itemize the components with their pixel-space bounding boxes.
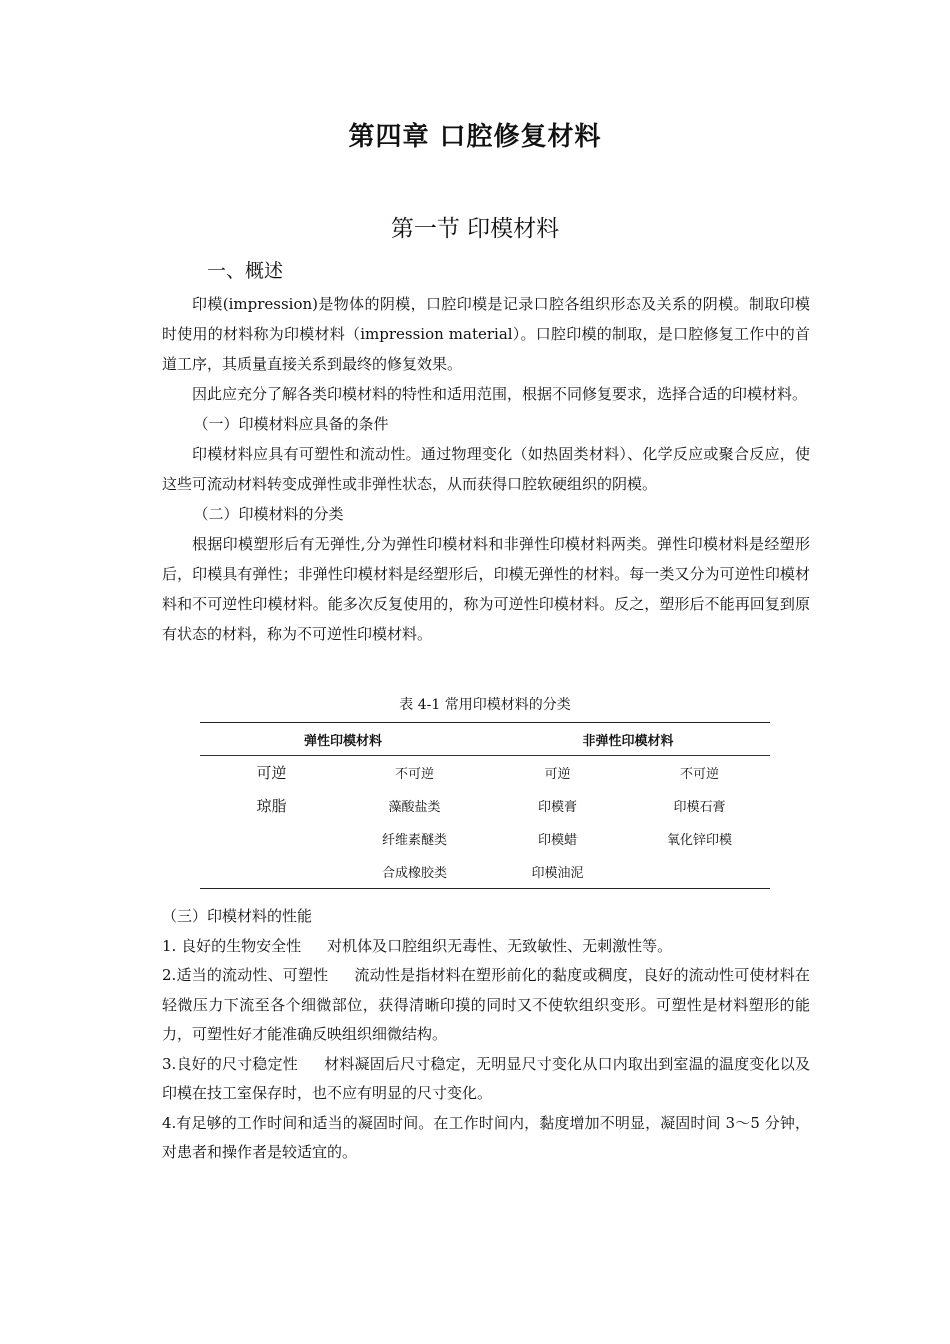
performance-item-text: 流动性是指材料在塑形前化的黏度或稠度，良好的流动性可使材料在轻微压力下流至各个细微部位，获得清晰印摸的同时又不使软组织变形。可塑性是材料塑形的能力，可塑性好才能准确反映组织细微结构。 xyxy=(162,966,810,1043)
table-cell: 印模石膏 xyxy=(673,800,726,815)
table-row xyxy=(200,756,770,790)
table-cell xyxy=(200,822,343,855)
performance-item-text: 材料凝固后尺寸稳定，无明显尺寸变化从口内取出到室温的温度变化以及印模在技工室保存时，也不应有明显的尺寸变化。 xyxy=(162,1054,810,1102)
table-cell: 可逆 xyxy=(544,767,571,782)
table-row xyxy=(200,855,770,889)
paragraph-classification: 根据印模塑形后有无弹性,分为弹性印模材料和非弹性印模材料两类。弹性印模材料是经塑形后，印模具有弹性；非弹性印模材料是经塑形后，印模无弹性的材料。每一类又分为可逆性印模材料和不可逆性印模材料。能多次反复使用的，称为可逆性印模材料。反之，塑形后不能再回复到原有状态的材料，称为不可逆性印模材料。 xyxy=(162,535,810,643)
table-cell: 琼脂 xyxy=(256,797,287,815)
table-row xyxy=(200,822,770,855)
paragraph-material-selection: 因此应充分了解各类印模材料的特性和适用范围，根据不同修复要求，选择合适的印模材料。 xyxy=(192,385,808,403)
paragraph-impression-definition: 印模(impression)是物体的阴模，口腔印模是记录口腔各组织形态及关系的阴模。制取印模时使用的材料称为印模材料（impression material）。口腔印模的制取，是口腔修复工作中的首道工序，其质量直接关系到最终的修复效果。 xyxy=(162,295,810,373)
table-cell: 氧化锌印模 xyxy=(666,833,732,848)
performance-item-3 xyxy=(162,1050,810,1109)
table-cell: 合成橡胶类 xyxy=(343,855,486,889)
performance-item-label: 3.良好的尺寸稳定性 xyxy=(162,1054,298,1073)
table-cell: 印模膏 xyxy=(537,800,577,815)
performance-item-text: 对机体及口腔组织无毒性、无致敏性、无刺激性等。 xyxy=(327,936,673,955)
table-cell: 印模油泥 xyxy=(486,855,629,889)
heading-requirements: （一）印模材料应具备的条件 xyxy=(193,415,389,433)
table-header-elastic: 弹性印模材料 xyxy=(200,723,486,756)
table-header-non-elastic: 非弹性印模材料 xyxy=(486,723,770,756)
performance-section xyxy=(162,902,810,1168)
performance-item-2 xyxy=(162,961,810,1050)
performance-item-text: 4.有足够的工作时间和适当的凝固时间。在工作时间内，黏度增加不明显，凝固时间 3～5 分钟，对患者和操作者是较适宜的。 xyxy=(162,1113,810,1161)
table-cell: 不可逆 xyxy=(679,767,719,782)
table-cell xyxy=(629,855,770,889)
performance-item-1 xyxy=(162,932,810,962)
table-cell: 不可逆 xyxy=(394,767,434,782)
overview-heading: 一、概述 xyxy=(207,260,284,282)
table-caption: 表 4-1 常用印模材料的分类 xyxy=(399,697,571,713)
table-header-row xyxy=(200,723,770,756)
heading-classification: （二）印模材料的分类 xyxy=(193,505,344,523)
table-cell: 可逆 xyxy=(256,764,287,782)
performance-item-label: 1. 良好的生物安全性 xyxy=(162,936,302,955)
table-cell: 印模蜡 xyxy=(537,833,577,848)
performance-item-4 xyxy=(162,1109,810,1168)
table-cell: 纤维素醚类 xyxy=(381,833,447,848)
classification-table-wrapper xyxy=(200,722,770,889)
table-cell xyxy=(200,855,343,889)
body-text xyxy=(162,289,810,649)
performance-item-label: 2.适当的流动性、可塑性 xyxy=(162,966,329,984)
table-row xyxy=(200,789,770,822)
paragraph-requirements: 印模材料应具有可塑性和流动性。通过物理变化（如热固类材料）、化学反应或聚合反应，使这些可流动材料转变成弹性或非弹性状态，从而获得口腔软硬组织的阴模。 xyxy=(162,445,810,493)
section-title: 第一节 印模材料 xyxy=(390,216,560,242)
classification-table xyxy=(200,722,770,889)
chapter-title: 第四章 口腔修复材料 xyxy=(348,122,602,152)
table-cell: 藻酸盐类 xyxy=(388,800,441,815)
performance-heading: （三）印模材料的性能 xyxy=(162,907,313,925)
